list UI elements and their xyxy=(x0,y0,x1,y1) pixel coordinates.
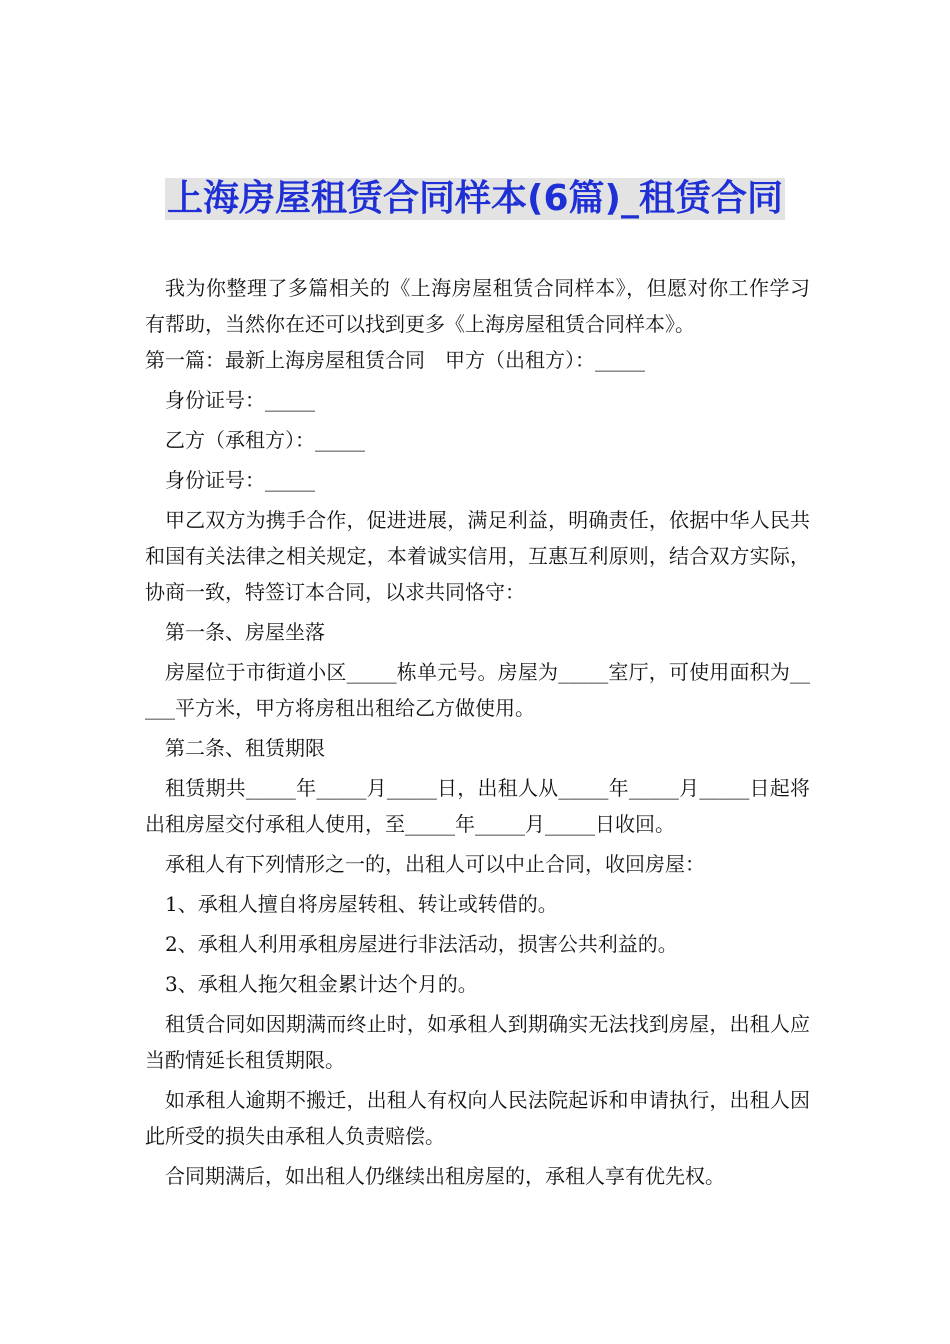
termination-intro: 承租人有下列情形之一的，出租人可以中止合同，收回房屋： xyxy=(165,852,705,876)
party-a-id-line: 身份证号：_____ xyxy=(165,388,315,412)
party-b-id-line: 身份证号：_____ xyxy=(165,468,315,492)
article-1-heading: 第一条、房屋坐落 xyxy=(165,620,325,644)
termination-item-1: 1、承租人擅自将房屋转租、转让或转借的。 xyxy=(165,892,558,916)
article-1-paragraph: 房屋位于市街道小区_____栋单元号。房屋为_____室厅，可使用面积为_____平方米，甲方将房租出租给乙方做使用。 xyxy=(145,660,810,720)
document-title: 上海房屋租赁合同样本(6篇)_租赁合同 xyxy=(167,178,783,219)
intro-paragraph: 我为你整理了多篇相关的《上海房屋租赁合同样本》，但愿对你工作学习有帮助，当然你在还可以找到更多《上海房屋租赁合同样本》。 xyxy=(145,276,810,336)
party-b-line: 乙方（承租方）：_____ xyxy=(165,428,365,452)
section-heading-1: 第一篇：最新上海房屋租赁合同 甲方（出租方）：_____ xyxy=(145,348,645,372)
document-body xyxy=(145,270,810,1194)
preamble-paragraph: 甲乙双方为携手合作，促进进展，满足利益，明确责任，依据中华人民共和国有关法律之相关规定，本着诚实信用，互惠互利原则，结合双方实际，协商一致，特签订本合同，以求共同恪守： xyxy=(145,508,810,604)
title-container xyxy=(0,178,950,220)
termination-item-3: 3、承租人拖欠租金累计达个月的。 xyxy=(165,972,478,996)
extension-paragraph: 租赁合同如因期满而终止时，如承租人到期确实无法找到房屋，出租人应当酌情延长租赁期限。 xyxy=(145,1012,810,1072)
termination-item-2: 2、承租人利用承租房屋进行非法活动，损害公共利益的。 xyxy=(165,932,678,956)
priority-paragraph: 合同期满后，如出租人仍继续出租房屋的，承租人享有优先权。 xyxy=(165,1164,725,1188)
overdue-paragraph: 如承租人逾期不搬迁，出租人有权向人民法院起诉和申请执行，出租人因此所受的损失由承租人负责赔偿。 xyxy=(145,1088,810,1148)
article-2-heading: 第二条、租赁期限 xyxy=(165,736,325,760)
article-2-paragraph: 租赁期共_____年_____月_____日，出租人从_____年_____月_____日起将出租房屋交付承租人使用，至_____年_____月_____日收回。 xyxy=(145,776,810,836)
